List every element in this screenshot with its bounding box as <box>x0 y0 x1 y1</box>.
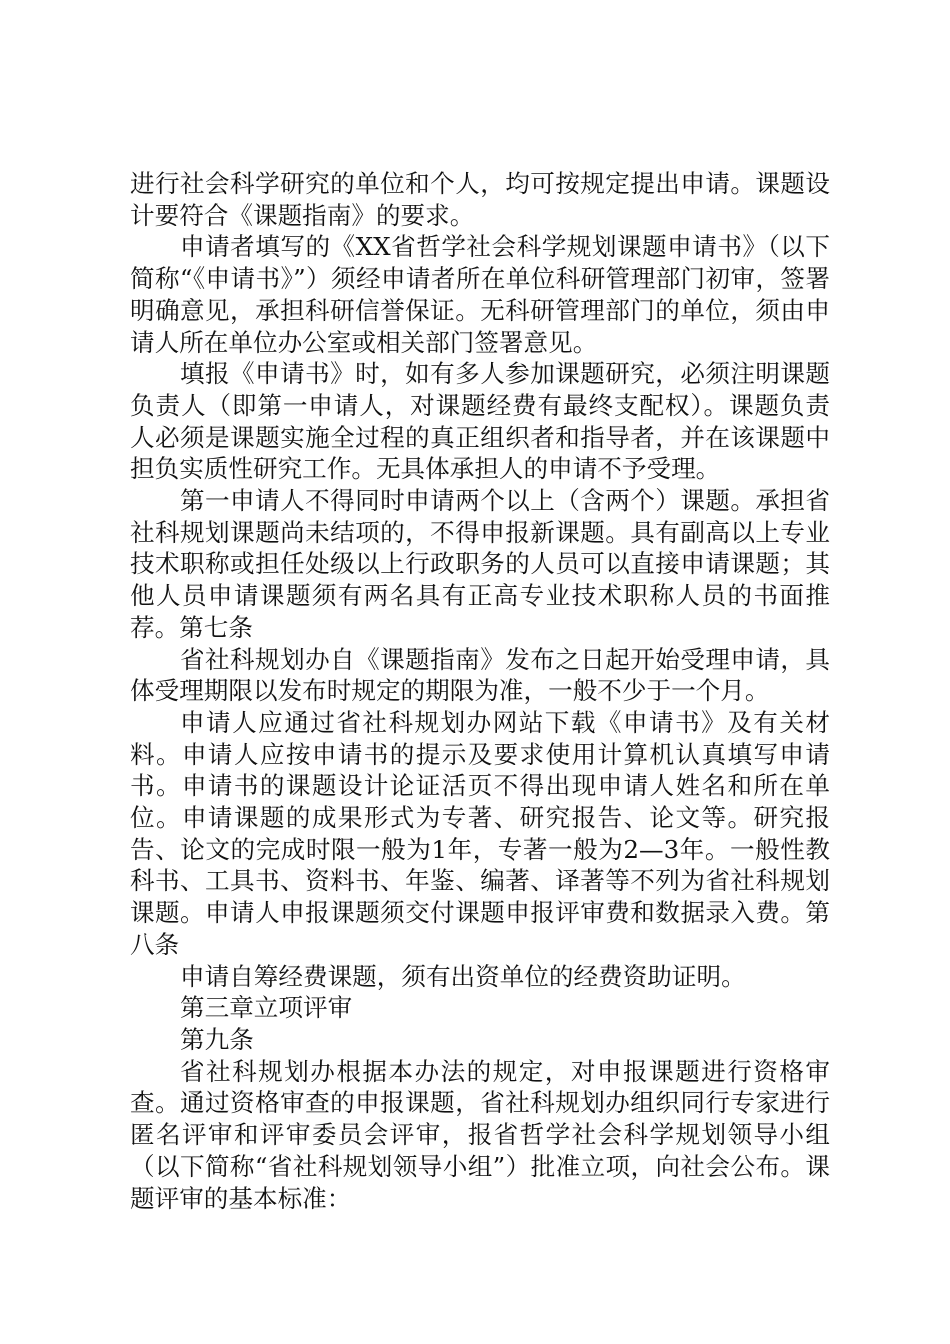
document-page <box>130 168 830 1214</box>
paragraph-3: 填报《申请书》时，如有多人参加课题研究，必须注明课题负责人（即第一申请人，对课题经费有最终支配权）。课题负责人必须是课题实施全过程的真正组织者和指导者，并在该课题中担负实质性研究工作。无具体承担人的申请不予受理。 <box>130 359 830 484</box>
article-heading: 第九条 <box>180 1024 254 1054</box>
chapter-heading: 第三章立项评审 <box>180 993 353 1023</box>
paragraph-7: 申请自筹经费课题，须有出资单位的经费资助证明。 <box>180 961 746 991</box>
paragraph-4: 第一申请人不得同时申请两个以上（含两个）课题。承担省社科规划课题尚未结项的，不得申报新课题。具有副高以上专业技术职称或担任处级以上行政职务的人员可以直接申请课题；其他人员申请课题须有两名具有正高专业技术职称人员的书面推荐。第七条 <box>130 486 830 642</box>
paragraph-2: 申请者填写的《XX省哲学社会科学规划课题申请书》（以下简称“《申请书》”）须经申请者所在单位科研管理部门初审，签署明确意见，承担科研信誉保证。无科研管理部门的单位，须由申请人所在单位办公室或相关部门签署意见。 <box>130 232 830 357</box>
paragraph-5: 省社科规划办自《课题指南》发布之日起开始受理申请，具体受理期限以发布时规定的期限为准，一般不少于一个月。 <box>130 644 830 706</box>
paragraph-1: 进行社会科学研究的单位和个人，均可按规定提出申请。课题设计要符合《课题指南》的要求。 <box>130 169 830 230</box>
paragraph-10: 省社科规划办根据本办法的规定，对申报课题进行资格审查。通过资格审查的申报课题，省社科规划办组织同行专家进行匿名评审和评审委员会评审，报省哲学社会科学规划领导小组（以下简称“省社科规划领导小组”）批准立项，向社会公布。课题评审的基本标准： <box>130 1056 830 1213</box>
paragraph-6: 申请人应通过省社科规划办网站下载《申请书》及有关材料。申请人应按申请书的提示及要求使用计算机认真填写申请书。申请书的课题设计论证活页不得出现申请人姓名和所在单位。申请课题的成果形式为专著、研究报告、论文等。研究报告、论文的完成时限一般为1年，专著一般为2—3年。一般性教科书、工具书、资料书、年鉴、编著、译著等不列为省社科规划课题。申请人申报课题须交付课题申报评审费和数据录入费。第八条 <box>130 707 830 959</box>
